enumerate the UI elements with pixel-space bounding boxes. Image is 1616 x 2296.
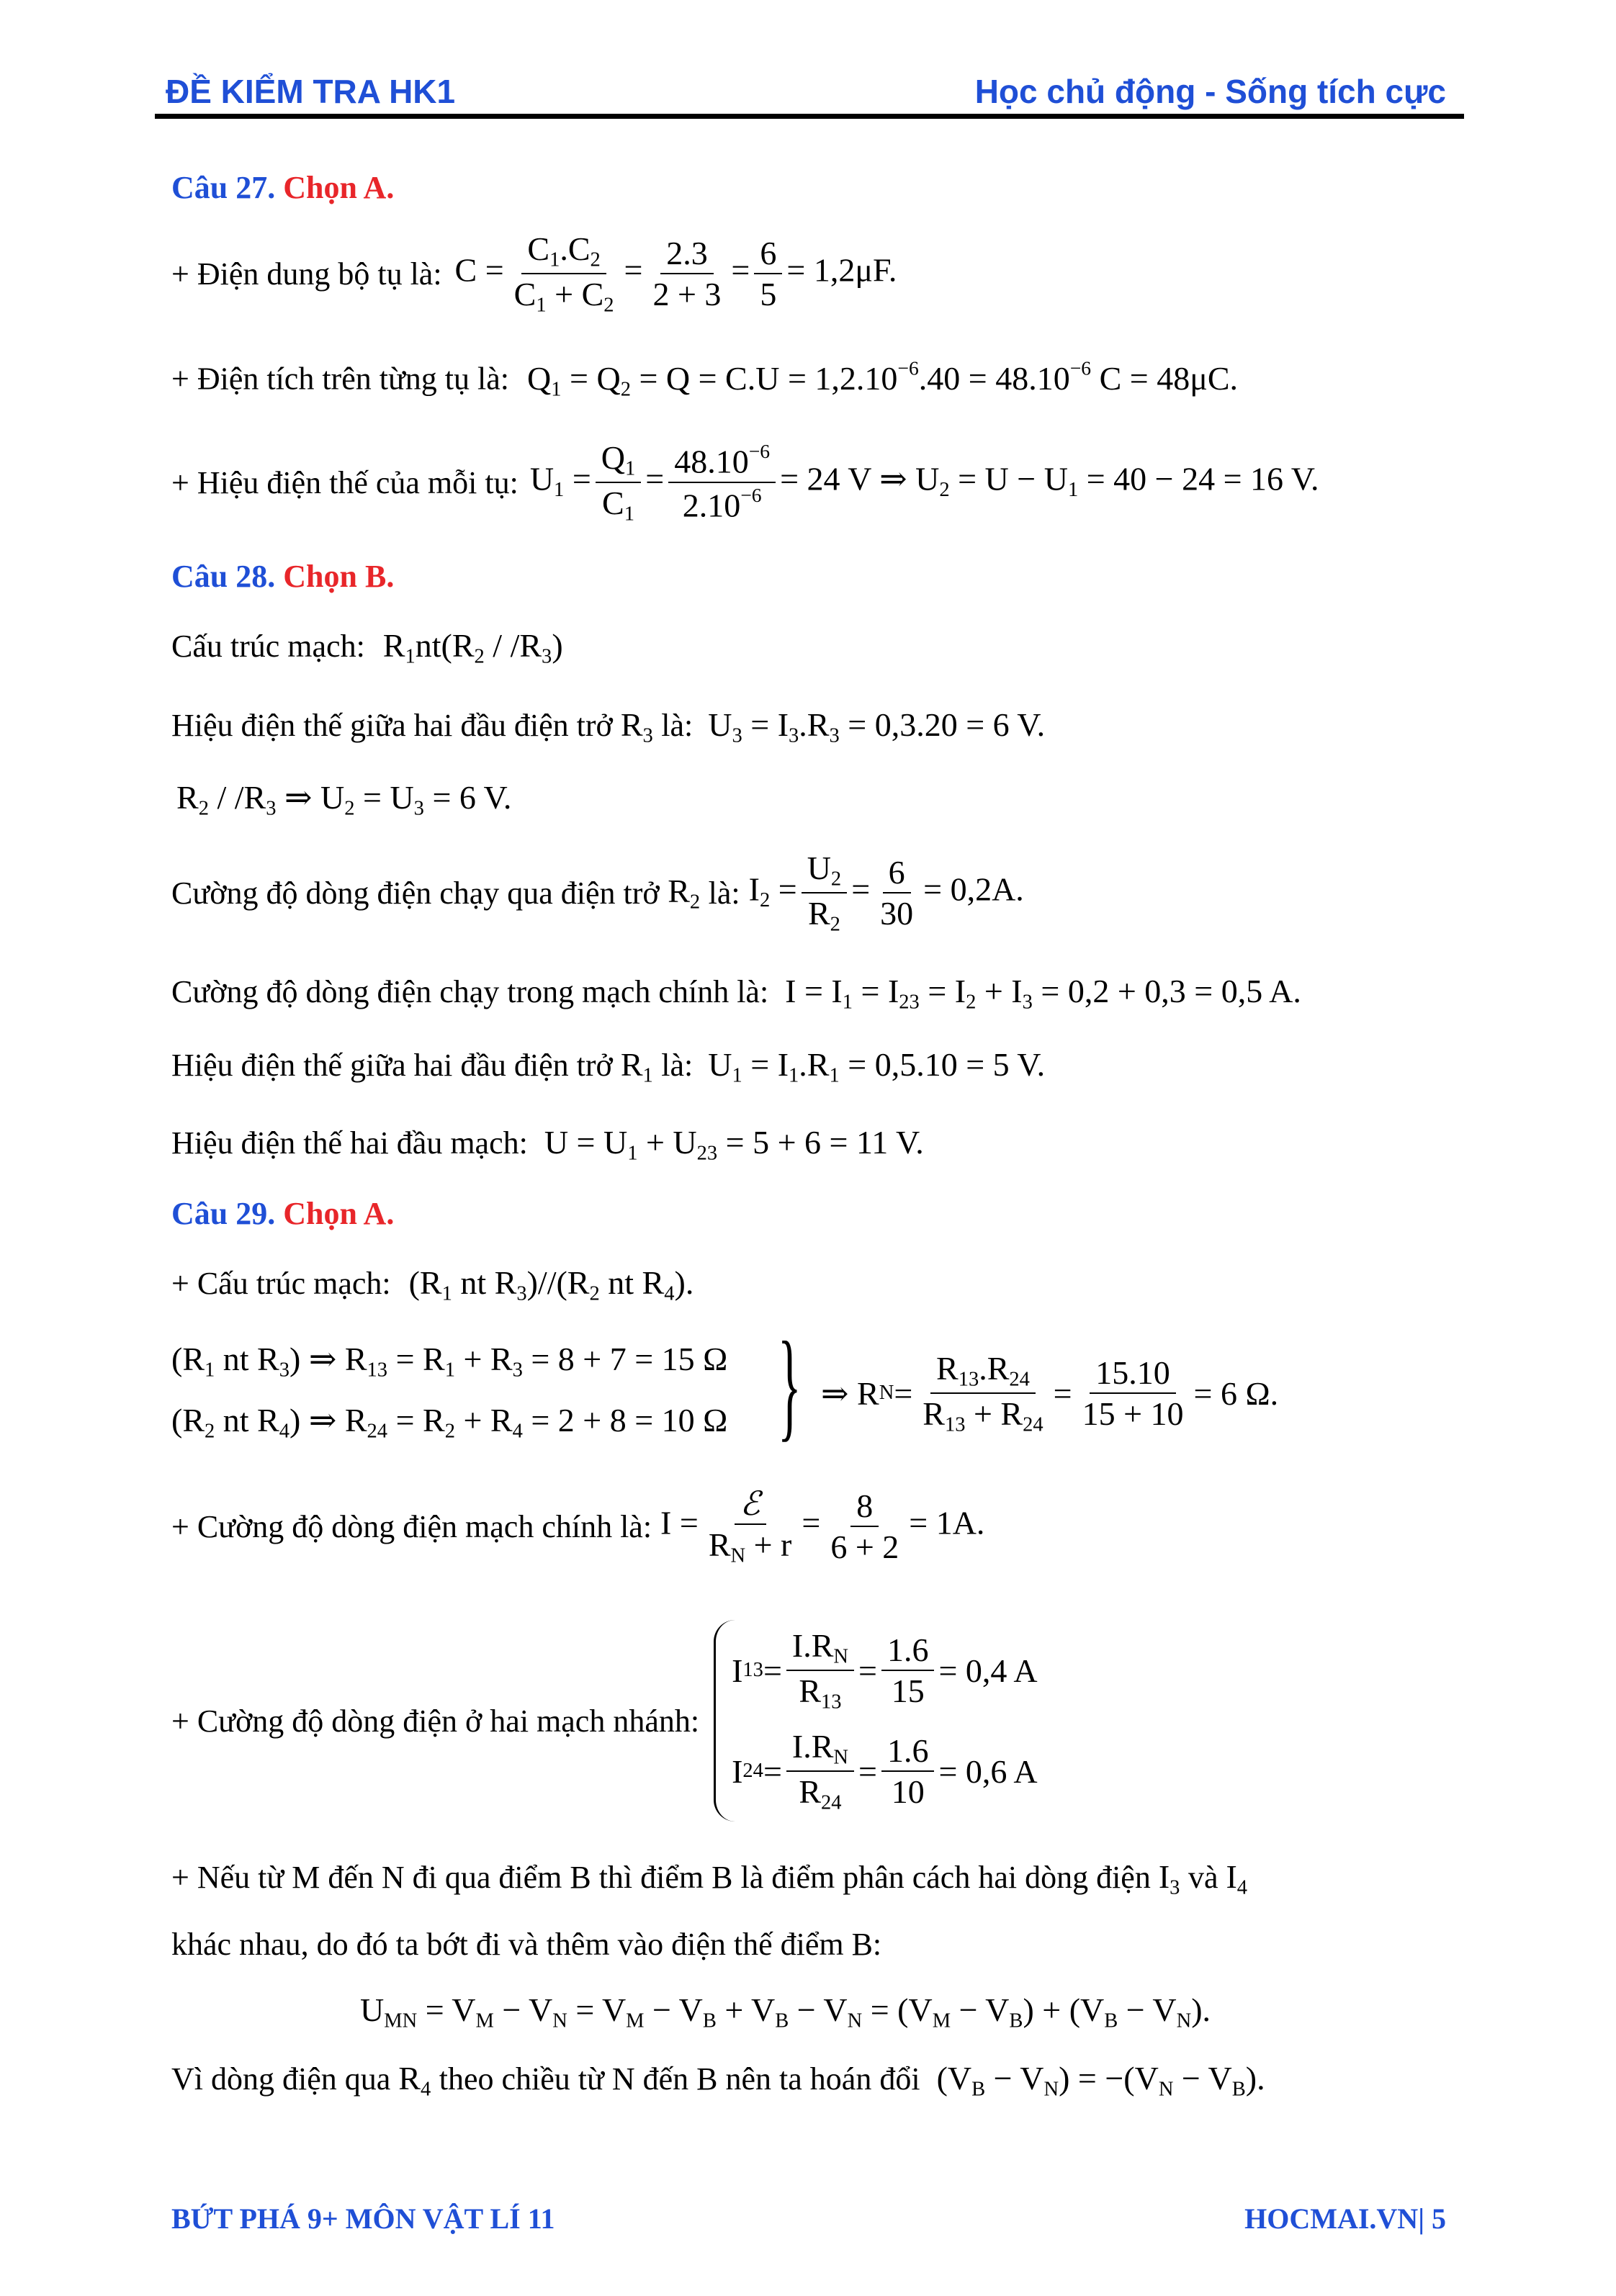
footer-left: BỨT PHÁ 9+ MÔN VẬT LÍ 11 [171, 2202, 555, 2235]
q28-l4b-text: là: [708, 875, 740, 911]
q28-l6b-text: là: [661, 1048, 693, 1083]
q28-formula-i: $I = I_1 = I_{23} = I_2 + I_3 = 0,2 + 0,3 = 0,5$ A. [785, 973, 1301, 1014]
q27-heading [171, 169, 394, 206]
q28-r2-symbol: $R_2$ [659, 872, 701, 914]
q28-pick: Chọn B. [283, 559, 395, 594]
q29-pick: Chọn A. [283, 1196, 395, 1231]
q27-l3-text: + Hiệu điện thế của mỗi tụ: [171, 464, 519, 500]
q29-formula-rn: ⇒ R N = $\frac{R_{13}.R_{24}}{R_{13} + R_{24}}$ = $\frac{15.10}{15 + 10}$ = 6 Ω. [821, 1350, 1279, 1436]
q29-l7a-text: Vì dòng điện qua [171, 2061, 391, 2097]
q27-pick: Chọn A. [283, 170, 395, 205]
q28-line7 [171, 1123, 924, 1166]
q29-branch-system [714, 1620, 1037, 1822]
q28-formula-u3: $U_3 = I_3.R_3 = 0,3.20 = 6$ V. [708, 706, 1046, 747]
q28-l4-text: Cường độ dòng điện chạy qua điện trở [171, 875, 660, 911]
q29-l5and-text: và [1188, 1860, 1218, 1895]
q28-heading [171, 558, 394, 595]
q28-formula-u: $U = U_1 + U_{23} = 5 + 6 = 11$ V. [544, 1124, 924, 1165]
q29-line3 [171, 1476, 984, 1577]
q28-r1-symbol: $R_1$ [620, 1046, 653, 1087]
q28-formula-structure: $R_1nt(R_2 / /R_3)$ [382, 627, 563, 668]
header-rule [155, 114, 1464, 119]
q28-line2 [171, 706, 1045, 748]
q29-l7b-text: theo chiều từ N đến B nên ta hoán đổi [439, 2061, 920, 2097]
q28-l6-text: Hiệu điện thế giữa hai đầu điện trở [171, 1048, 613, 1083]
q29-i3-symbol: $I_3$ [1158, 1858, 1180, 1899]
q28-line5 [171, 972, 1301, 1014]
q29-l3-text: + Cường độ dòng điện mạch chính là: [171, 1508, 652, 1544]
q29-formula-structure: ($R_1$ nt $R_3)//(R_2$ nt $R_4$). [408, 1264, 694, 1305]
q29-l4-text: + Cường độ dòng điện ở hai mạch nhánh: [171, 1703, 700, 1739]
q29-line7 [171, 2059, 1265, 2102]
q29-l5a-text: + Nếu từ M đến N đi qua điểm B thì điểm B là điểm phân cách hai dòng điện [171, 1860, 1151, 1895]
q29-right-brace: } [778, 1317, 802, 1452]
q29-title: Câu 29. [171, 1196, 276, 1231]
q27-line3 [171, 432, 1319, 533]
q28-formula-i2: $I_2$ = $\frac{U_2}{R_2}$ = $\frac{6}{30}$ = 0,2A. [748, 850, 1024, 936]
q27-l1-text: + Điện dung bộ tụ là: [171, 256, 442, 292]
q28-line4 [171, 842, 1024, 943]
q28-line6 [171, 1045, 1045, 1088]
q27-l2-text: + Điện tích trên từng tụ là: [171, 361, 510, 397]
q29-line5 [171, 1858, 1247, 1900]
q28-formula-u1: $U_1 = I_1.R_1 = 0,5.10 = 5$ V. [708, 1046, 1046, 1087]
q29-formula-swap: $(V_B - V_N) = -(V_N - V_B)$. [936, 2060, 1265, 2101]
q28-l7-text: Hiệu điện thế hai đầu mạch: [171, 1125, 528, 1161]
q27-formula-voltage: $U_1$ = $\frac{Q_1}{C_1}$ = $\frac{48.10^{-6}}{2.10^{-6}}$ = 24 V ⇒ $U_2 = U - U_1 = 40 - 24 = 16$ V. [529, 439, 1319, 526]
q29-formula-umn: $U_{MN} = V_M - V_N = V_M - V_B + V_B - V_N = (V_M - V_B) + (V_B - V_N)$. [360, 1991, 1211, 2032]
header-left: ĐỀ KIỂM TRA HK1 [166, 73, 456, 110]
q27-formula-capacitance: C = $\frac{C_1.C_2}{C_1 + C_2}$ = $\frac{2.3}{2 + 3}$ = $\frac{6}{5}$ = 1,2μF. [454, 230, 897, 317]
q29-l5b-text: khác nhau, do đó ta bớt đi và thêm vào điện thế điểm B: [171, 1927, 882, 1962]
q29-line1 [171, 1264, 693, 1306]
q28-r3-symbol: $R_3$ [620, 706, 653, 747]
q28-l5-text: Cường độ dòng điện chạy trong mạch chính là: [171, 974, 769, 1009]
q28-l1-text: Cấu trúc mạch: [171, 629, 365, 664]
footer-right: HOCMAI.VN| 5 [1244, 2202, 1446, 2235]
header-right: Học chủ động - Sống tích cực [974, 73, 1446, 110]
q27-title: Câu 27. [171, 170, 276, 205]
q29-formula-r13: ($R_1$ nt $R_3$) ⇒ $R_{13} = R_1 + R_3 = 8 + 7 = 15$ Ω [171, 1341, 728, 1382]
q28-l2b-text: là: [661, 708, 693, 743]
q28-title: Câu 28. [171, 559, 276, 594]
q29-heading [171, 1195, 394, 1232]
q29-r4-symbol: $R_4$ [398, 2060, 431, 2101]
q29-formula-r24: ($R_2$ nt $R_4$) ⇒ $R_{24} = R_2 + R_4 = 2 + 8 = 10$ Ω [171, 1402, 728, 1443]
q29-i4-symbol: $I_4$ [1226, 1858, 1248, 1899]
q29-formula-i24: I 24 = $\frac{I.R_N}{R_{24}}$ = $\frac{1.6}{10}$ = 0,6 A [732, 1728, 1038, 1814]
q29-formula-i13: I 13 = $\frac{I.R_N}{R_{13}}$ = $\frac{1.6}{15}$ = 0,4 A [732, 1627, 1038, 1714]
q28-line1 [171, 626, 563, 669]
q27-formula-charge: $Q_1 = Q_2 = Q = C.U = 1,2.10^{-6}.40 = 48.10^{-6}$ C = 48μC. [527, 356, 1239, 401]
q27-line2 [171, 356, 1238, 401]
q27-line1 [171, 230, 897, 317]
q28-formula-parallel: $R_2 / /R_3$ ⇒ $U_2 = U_3 = 6$ V. [176, 779, 512, 820]
q29-l1-text: + Cấu trúc mạch: [171, 1266, 391, 1301]
q29-formula-i: I = $\frac{\text{ℰ}}{R_N + r}$ = $\frac{8}{6 + 2}$ = 1A. [660, 1485, 985, 1567]
q29-line4 [171, 1613, 1038, 1829]
q28-l2-text: Hiệu điện thế giữa hai đầu điện trở [171, 708, 613, 743]
